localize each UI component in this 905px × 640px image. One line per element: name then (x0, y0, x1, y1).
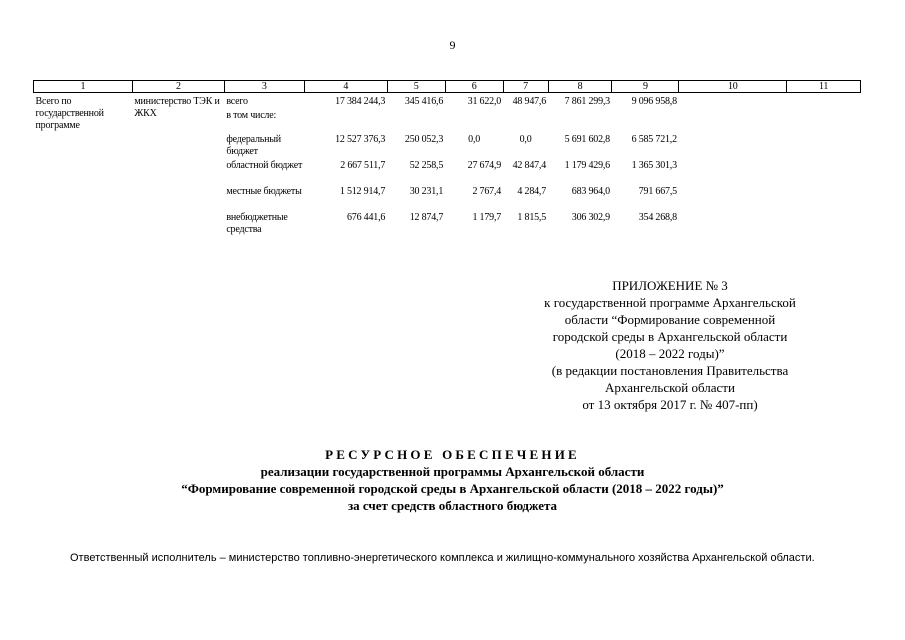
table-cell: 683 964,0 (571, 186, 610, 197)
appendix-line: Архангельской области (605, 380, 735, 395)
program-label: Всего по государственной программе (35, 96, 104, 131)
table-cell: 7 861 299,3 (564, 96, 610, 107)
column-header: 6 (445, 81, 503, 93)
table-cell: 4 284,7 (517, 186, 547, 197)
appendix-line: от 13 октября 2017 г. № 407-пп) (582, 397, 758, 412)
funding-table (33, 80, 861, 238)
table-cell: 31 622,0 (467, 96, 502, 107)
responsible-executor-paragraph: Ответственный исполнитель – министерство топливно-энергетического комплекса и жилищно-коммунального хозяйства Архангельской области. (70, 552, 815, 564)
appendix-line: области “Формирование современной (564, 312, 776, 327)
table-cell: 1 365 301,3 (631, 160, 677, 171)
table-cell: 48 947,6 (512, 96, 547, 107)
table-cell: 1 179 429,6 (564, 160, 610, 171)
table-cell: 17 384 244,3 (335, 96, 386, 107)
funding-source: местные бюджеты (226, 186, 302, 197)
funding-source: в том числе: (226, 110, 277, 121)
column-header: 10 (679, 81, 787, 93)
table-cell: 676 441,6 (346, 212, 386, 223)
table-row (34, 93, 861, 111)
table-cell: 12 874,7 (409, 212, 444, 223)
title-line: “Формирование современной городской среды в Архангельской области (2018 – 2022 годы)” (181, 481, 724, 496)
column-header: 3 (224, 81, 304, 93)
title-heading: РЕСУРСНОЕ ОБЕСПЕЧЕНИЕ (325, 447, 580, 462)
table-cell: 791 667,5 (638, 186, 677, 197)
table-cell: 5 691 602,8 (564, 134, 610, 145)
title-line: реализации государственной программы Архангельской области (260, 464, 645, 479)
executor-label: министерство ТЭК и ЖКХ (134, 96, 220, 119)
appendix-line: (в редакции постановления Правительства (551, 363, 789, 378)
appendix-line: городской среды в Архангельской области (552, 329, 788, 344)
table-cell: 345 416,6 (404, 96, 444, 107)
table-row (34, 212, 861, 238)
column-header: 2 (132, 81, 224, 93)
column-header: 5 (387, 81, 445, 93)
table-cell: 2 767,4 (472, 186, 502, 197)
appendix-line: (2018 – 2022 годы)” (615, 346, 725, 361)
table-cell: 27 674,9 (467, 160, 502, 171)
appendix-header (520, 277, 820, 413)
table-row (34, 134, 861, 160)
column-header: 4 (304, 81, 387, 93)
document-title (0, 446, 905, 514)
table-cell: 354 268,8 (638, 212, 677, 223)
table-row (34, 160, 861, 186)
table-cell: 0,0 (468, 134, 481, 145)
table-cell: 250 052,3 (404, 134, 444, 145)
column-header: 8 (548, 81, 612, 93)
table-cell: 2 667 511,7 (340, 160, 386, 171)
column-header: 9 (612, 81, 679, 93)
table-header-row (34, 81, 861, 93)
table-cell: 30 231,1 (409, 186, 444, 197)
funding-source: внебюджетные средства (226, 212, 288, 235)
appendix-line: к государственной программе Архангельской (544, 295, 796, 310)
table-cell: 52 258,5 (409, 160, 444, 171)
table-cell: 1 179,7 (472, 212, 502, 223)
table-row (34, 186, 861, 212)
page-number: 9 (449, 38, 456, 52)
table-cell: 12 527 376,3 (335, 134, 386, 145)
column-header: 1 (34, 81, 133, 93)
table-cell: 6 585 721,2 (631, 134, 677, 145)
table-cell: 306 302,9 (571, 212, 610, 223)
column-header: 7 (503, 81, 548, 93)
table-cell: 9 096 958,8 (631, 96, 677, 107)
funding-source: областной бюджет (226, 160, 303, 171)
title-line: за счет средств областного бюджета (347, 498, 558, 513)
table-cell: 42 847,4 (512, 160, 547, 171)
table-cell: 0,0 (519, 134, 532, 145)
table-cell: 1 512 914,7 (339, 186, 386, 197)
table-cell: 1 815,5 (517, 212, 547, 223)
appendix-number: ПРИЛОЖЕНИЕ № 3 (612, 278, 728, 293)
funding-source: федеральный бюджет (226, 134, 281, 157)
column-header: 11 (787, 81, 861, 93)
funding-source: всего (226, 96, 248, 107)
